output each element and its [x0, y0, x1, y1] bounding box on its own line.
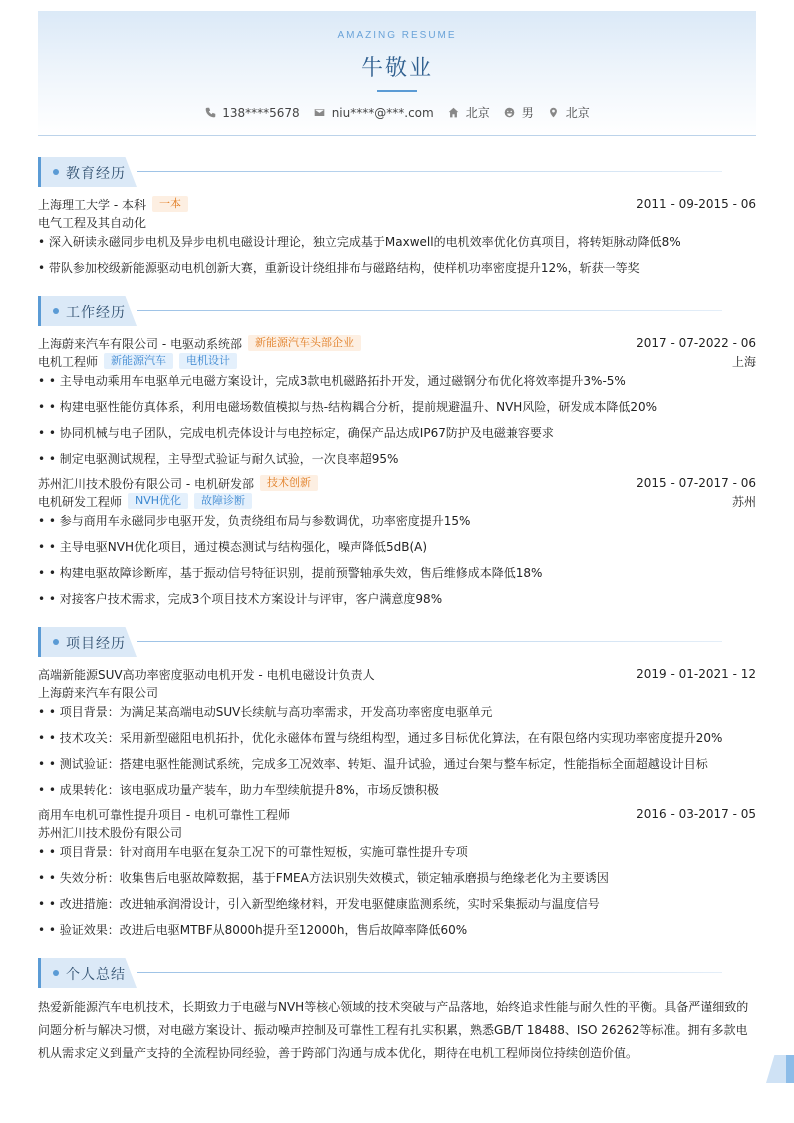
job-role-row [38, 352, 756, 370]
project-company-row [38, 823, 756, 841]
section-title-text: 个人总结 [66, 967, 126, 983]
project-date: 2019 - 01-2021 - 12 [636, 667, 756, 681]
candidate-name: 牛敬业 [360, 56, 433, 81]
section-divider [137, 310, 722, 311]
education-bullet: • 深入研读永磁同步电机及异步电机电磁设计理论，独立完成基于Maxwell的电机效率优化仿真项目，将转矩脉动降低8% [38, 235, 681, 249]
section-education [38, 157, 756, 187]
section-dot [53, 169, 59, 175]
name-underline [377, 90, 417, 92]
job-city: 上海 [731, 354, 756, 369]
section-projects [38, 627, 756, 657]
job-role: 电机工程师 [38, 354, 99, 369]
project-bullet: • • 成果转化：该电驱成功量产装车，助力车型续航提升8%，市场反馈积极 [38, 783, 439, 797]
education-date: 2011 - 09-2015 - 06 [636, 197, 756, 211]
mail-icon [314, 107, 326, 119]
job-bullet: • • 主导电动乘用车电驱单元电磁方案设计，完成3款电机磁路拓扑开发，通过磁钢分布优化将效率提升3%-5% [38, 374, 626, 388]
job-bullet: • • 主导电驱NVH优化项目，通过模态测试与结构强化，噪声降低5dB(A) [38, 540, 428, 554]
education-major-row [38, 213, 756, 231]
project-bullet: • • 改进措施：改进轴承润滑设计，引入新型绝缘材料，开发电驱健康监测系统，实时采集振动与温度信号 [38, 897, 600, 911]
company-name: 上海蔚来汽车有限公司 - 电驱动系统部 [38, 336, 242, 351]
education-header-row [38, 195, 756, 213]
corner-accent-bar [786, 1055, 794, 1083]
section-title-text: 教育经历 [66, 166, 126, 182]
project-name: 高端新能源SUV高功率密度驱动电机开发 - 电机电磁设计负责人 [38, 667, 375, 682]
project-date: 2016 - 03-2017 - 05 [636, 807, 756, 821]
section-divider [137, 641, 722, 642]
phone-icon [204, 107, 216, 119]
contact-email [314, 104, 434, 121]
project-company: 苏州汇川技术股份有限公司 [38, 825, 183, 840]
gender-icon [504, 107, 516, 119]
contact-gender [504, 104, 534, 121]
project-bullet: • • 失效分析：收集售后电驱故障数据，基于FMEA方法识别失效模式，锁定轴承磨损与绝缘老化为主要诱因 [38, 871, 609, 885]
job-date: 2017 - 07-2022 - 06 [636, 336, 756, 350]
project-header-row [38, 805, 756, 823]
section-title-text: 工作经历 [66, 305, 126, 321]
project-bullet: • • 项目背景：为满足某高端电动SUV长续航与高功率需求，开发高功率密度电驱单元 [38, 705, 493, 719]
project-bullet: • • 测试验证：搭建电驱性能测试系统，完成多工况效率、转矩、温升试验，通过台架与整车标定，性能指标全面超越设计目标 [38, 757, 708, 771]
project-bullet: • • 项目背景：针对商用车电驱在复杂工况下的可靠性短板，实施可靠性提升专项 [38, 845, 468, 859]
education-bullet: • 带队参加校级新能源驱动电机创新大赛，重新设计绕组排布与磁路结构，使样机功率密度提升12%，斩获一等奖 [38, 261, 640, 275]
section-accent-bar [38, 157, 41, 187]
section-title-text: 项目经历 [66, 636, 126, 652]
job-bullet: • • 制定电驱测试规程，主导型式验证与耐久试验，一次良率超95% [38, 452, 399, 466]
gender-text: 男 [521, 106, 534, 120]
section-dot [53, 970, 59, 976]
location-icon [548, 107, 560, 119]
job-role-row [38, 492, 756, 510]
section-divider [137, 171, 722, 172]
home-text: 北京 [465, 106, 490, 120]
section-dot [53, 639, 59, 645]
role-tag: 电机设计 [179, 353, 237, 369]
company-name: 苏州汇川技术股份有限公司 - 电机研发部 [38, 476, 254, 491]
location-text: 北京 [565, 106, 590, 120]
job-role: 电机研发工程师 [38, 494, 123, 509]
job-header-row [38, 474, 756, 492]
project-bullet: • • 技术攻关：采用新型磁阻电机拓扑，优化永磁体布置与绕组构型，通过多目标优化算法，在有限包络内实现功率密度提升20% [38, 731, 723, 745]
school-name: 上海理工大学 - 本科 [38, 197, 146, 212]
role-tag: 新能源汽车 [104, 353, 173, 369]
job-date: 2015 - 07-2017 - 06 [636, 476, 756, 490]
school-tag: 一本 [152, 196, 188, 212]
job-bullet: • • 构建电驱故障诊断库，基于振动信号特征识别，提前预警轴承失效，售后维修成本降低18% [38, 566, 543, 580]
role-tag: 故障诊断 [194, 493, 252, 509]
project-bullet: • • 验证效果：改进后电驱MTBF从8000h提升至12000h，售后故障率降低60% [38, 923, 468, 937]
job-city: 苏州 [731, 494, 756, 509]
summary-text: 热爱新能源汽车电机技术，长期致力于电磁与NVH等核心领域的技术突破与产品落地，始终追求性能与耐久性的平衡。具备严谨细致的问题分析与解决习惯，对电磁方案设计、振动噪声控制及可靠性工程有扎实积累，熟悉GB/T 18488、ISO 26262等标准。拥有多款电机从需求定义到量产支持的全流程协同经验，善于跨部门沟通与成本优化，期待在电机工程师岗位持续创造价值。 [38, 1000, 749, 1060]
section-accent-bar [38, 958, 41, 988]
job-bullet: • • 对接客户技术需求，完成3个项目技术方案设计与评审，客户满意度98% [38, 592, 443, 606]
section-accent-bar [38, 296, 41, 326]
contact-bar [38, 104, 756, 121]
contact-location [548, 104, 590, 121]
section-accent-bar [38, 627, 41, 657]
phone-text: 138****5678 [222, 105, 300, 120]
section-summary [38, 958, 756, 988]
home-icon [448, 107, 460, 119]
section-dot [53, 308, 59, 314]
email-text: niu****@***.com [331, 105, 434, 120]
job-bullet: • • 参与商用车永磁同步电驱开发，负责绕组布局与参数调优，功率密度提升15% [38, 514, 471, 528]
project-company: 上海蔚来汽车有限公司 [38, 685, 159, 700]
job-header-row [38, 334, 756, 352]
project-company-row [38, 683, 756, 701]
contact-phone [204, 104, 299, 121]
company-tag: 技术创新 [260, 475, 318, 491]
section-divider [137, 972, 722, 973]
company-tag: 新能源汽车头部企业 [248, 335, 361, 351]
major: 电气工程及其自动化 [38, 215, 147, 230]
job-bullet: • • 协同机械与电子团队，完成电机壳体设计与电控标定，确保产品达成IP67防护及电磁兼容要求 [38, 426, 554, 440]
section-work [38, 296, 756, 326]
tagline: AMAZING RESUME [337, 30, 457, 41]
contact-home [448, 104, 490, 121]
job-bullet: • • 构建电驱性能仿真体系，利用电磁场数值模拟与热-结构耦合分析，提前规避温升、NVH风险，研发成本降低20% [38, 400, 658, 414]
resume-header [38, 11, 756, 136]
project-name: 商用车电机可靠性提升项目 - 电机可靠性工程师 [38, 807, 290, 822]
role-tag: NVH优化 [128, 493, 188, 509]
project-header-row [38, 665, 756, 683]
